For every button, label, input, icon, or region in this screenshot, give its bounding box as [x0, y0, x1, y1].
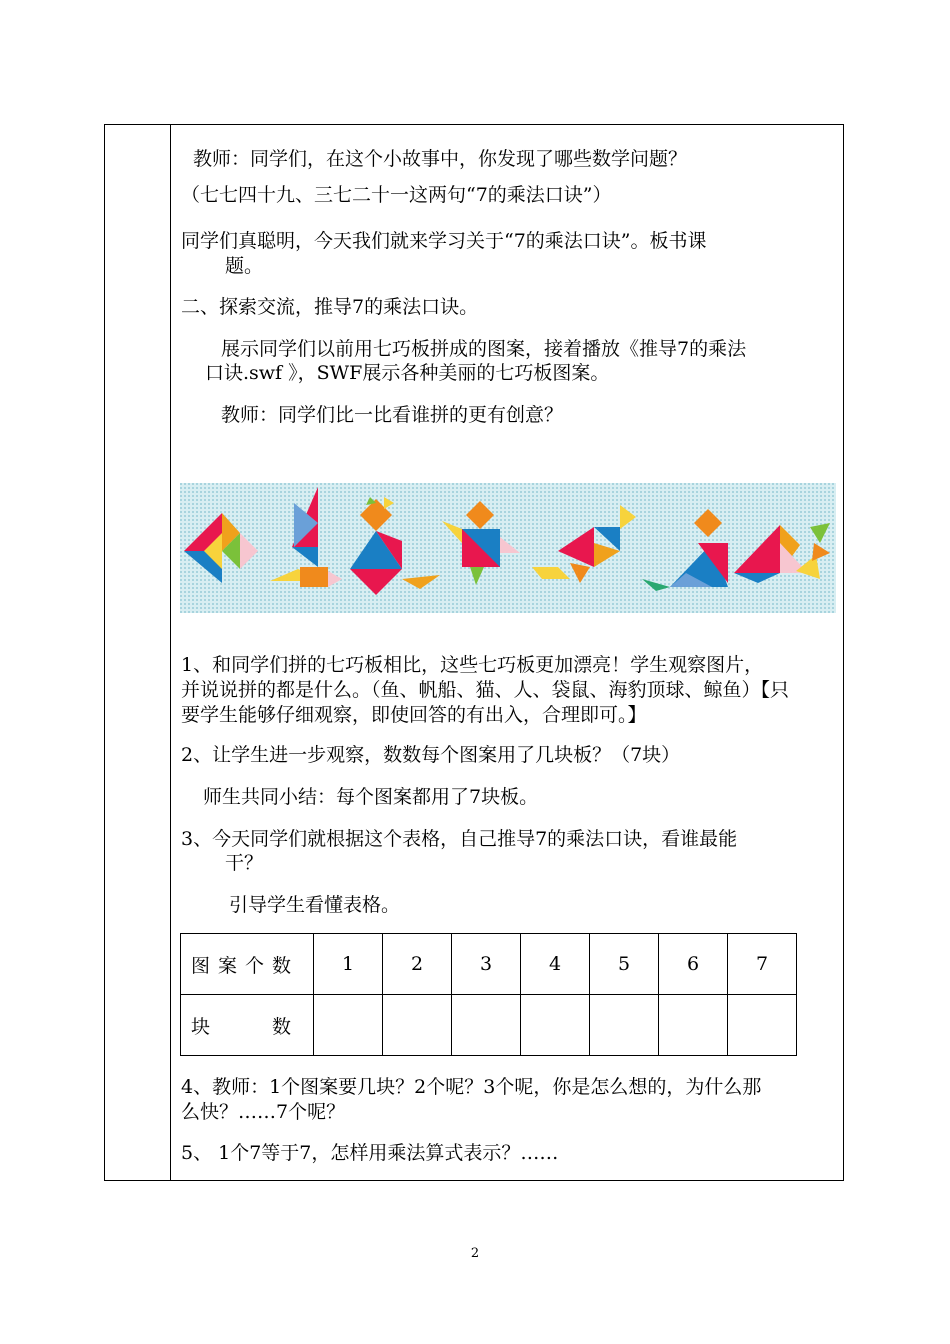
- table-cell-empty: [452, 995, 521, 1056]
- paragraph-teacher-creative: 教师：同学们比一比看谁拼的更有创意？: [221, 404, 564, 426]
- table-row: [181, 995, 797, 1056]
- multiplication-table: [180, 933, 797, 1056]
- paragraph-teacher-question: 教师：同学们，在这个小故事中，你发现了哪些数学问题？: [193, 148, 688, 170]
- table-cell-empty: [521, 995, 590, 1056]
- table-cell-empty: [314, 995, 383, 1056]
- paragraph-answer-hint: （七七四十九、三七二十一这两句“7的乘法口诀”）: [181, 184, 612, 206]
- paragraph-show-line1: 展示同学们以前用七巧板拼成的图案，接着播放《推导7的乘法: [221, 338, 747, 360]
- table-cell-empty: [728, 995, 797, 1056]
- lesson-table-frame: [104, 124, 844, 1181]
- left-column: [105, 125, 171, 1180]
- table-cell: 7: [728, 934, 797, 995]
- paragraph-derive-line2: 干？: [225, 852, 264, 874]
- table-cell: 4: [521, 934, 590, 995]
- paragraph-teacher-ask-line1: 4、教师：1个图案要几块？2个呢？3个呢，你是怎么想的，为什么那: [181, 1076, 762, 1098]
- table-row: [181, 934, 797, 995]
- table-cell: 1: [314, 934, 383, 995]
- tangram-image: [180, 483, 836, 613]
- paragraph-guide-table: 引导学生看懂表格。: [229, 894, 401, 916]
- paragraph-summary: 师生共同小结：每个图案都用了7块板。: [203, 786, 539, 808]
- paragraph-intro-line2: 题。: [225, 255, 264, 277]
- paragraph-derive-line1: 3、今天同学们就根据这个表格，自己推导7的乘法口诀，看谁最能: [181, 828, 738, 850]
- table-cell: 6: [659, 934, 728, 995]
- table-header-pattern-count: 图案个数: [181, 934, 314, 995]
- paragraph-observe-line3: 要学生能够仔细观察，即使回答的有出入，合理即可。】: [181, 704, 647, 726]
- page-number: 2: [470, 1246, 480, 1261]
- table-cell-empty: [659, 995, 728, 1056]
- table-cell-empty: [590, 995, 659, 1056]
- section-heading: 二、探索交流，推导7的乘法口诀。: [181, 296, 479, 318]
- paragraph-expression: 5、 1个7等于7，怎样用乘法算式表示？……: [181, 1142, 559, 1164]
- paragraph-count-boards: 2、让学生进一步观察，数数每个图案用了几块板？（7块）: [181, 744, 681, 766]
- table-cell: 5: [590, 934, 659, 995]
- paragraph-teacher-ask-line2: 么快？……7个呢？: [181, 1101, 346, 1123]
- paragraph-intro-line1: 同学们真聪明，今天我们就来学习关于“7的乘法口诀”。板书课: [181, 230, 707, 252]
- table-header-block-count: 块数: [181, 995, 314, 1056]
- table-cell: 3: [452, 934, 521, 995]
- table-cell: 2: [383, 934, 452, 995]
- table-cell-empty: [383, 995, 452, 1056]
- paragraph-show-line2: 口诀.swf 》，SWF展示各种美丽的七巧板图案。: [205, 362, 610, 384]
- paragraph-observe-line2: 并说说拼的都是什么。（鱼、帆船、猫、人、袋鼠、海豹顶球、鲸鱼）【只: [181, 679, 790, 701]
- paragraph-observe-line1: 1、和同学们拼的七巧板相比，这些七巧板更加漂亮！学生观察图片，: [181, 654, 764, 676]
